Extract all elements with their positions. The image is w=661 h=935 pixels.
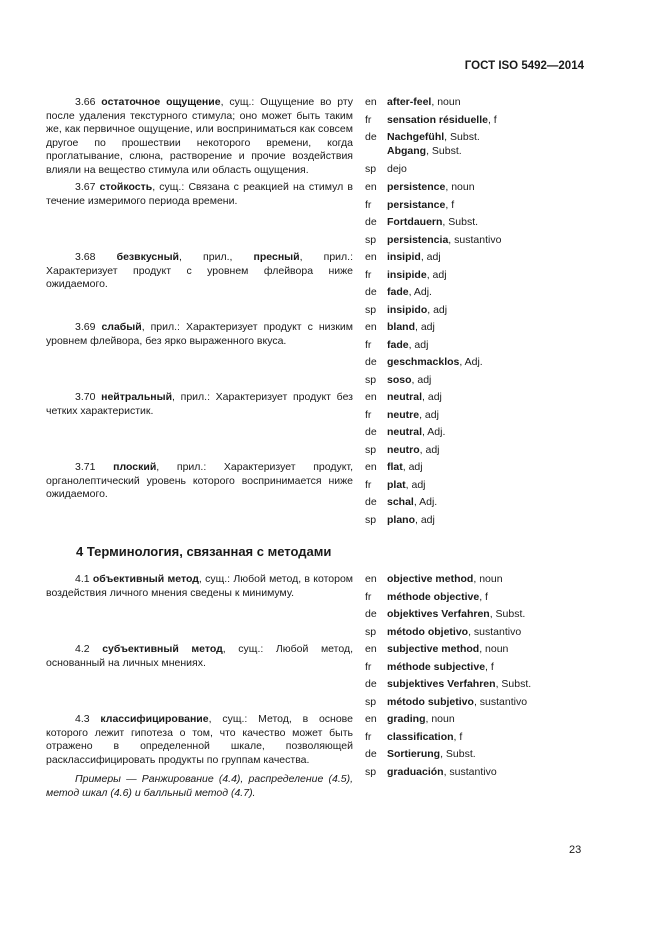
part-of-speech: , adj [419, 408, 439, 421]
part-of-speech: , f [479, 590, 488, 603]
translated-term: insipido [387, 303, 428, 316]
part-of-speech: , Subst. [426, 144, 462, 157]
translated-term: méthode subjective [387, 660, 486, 673]
language-code: en [365, 181, 377, 193]
translation-row-de [365, 356, 595, 370]
part-of-speech: , Adj. [422, 426, 446, 439]
entry-number: 3.70 [75, 391, 96, 403]
part-of-speech: , adj [411, 373, 432, 386]
translated-term: classification [387, 730, 454, 743]
language-code: de [365, 748, 377, 761]
part-of-speech: , adj [426, 268, 447, 281]
part-of-speech: , Subst. [444, 131, 480, 144]
term-entry-3-66 [46, 96, 353, 177]
translation-row-sp [365, 514, 595, 528]
entry-definition: , сущ.: Метод, в основе которого лежит гипотеза о том, что качество может быть отражено в определенной шкале, позволяющей расклассифицировать продукты по группам качества. [46, 713, 353, 766]
part-of-speech: , Subst. [442, 216, 479, 229]
part-of-speech: , adj [402, 461, 423, 473]
translated-term: geschmacklos [387, 356, 460, 369]
part-of-speech: , Adj. [413, 496, 438, 509]
entry-definition: , прил.: Характеризует продукт с низким уровнем флейвора, без ярко выраженного вкуса. [46, 321, 353, 347]
translation-row-sp [365, 626, 595, 640]
entry-definition: , сущ.: Связана с реакцией на стимул в течение измеримого периода времени. [46, 181, 354, 207]
translation-row-en [365, 391, 595, 405]
translated-term: neutral [387, 391, 423, 403]
part-of-speech: dejo [387, 162, 407, 175]
translated-term: plano [387, 513, 415, 526]
language-code: sp [365, 765, 377, 778]
language-code: de [365, 131, 377, 144]
term-entry-3-70 [46, 391, 353, 418]
language-code: sp [365, 513, 377, 526]
language-code: de [365, 426, 377, 439]
translation-row-en [365, 461, 595, 475]
part-of-speech: , f [485, 660, 494, 673]
language-code: sp [365, 233, 377, 246]
translated-term: schal [387, 496, 414, 509]
term-entry-4-1 [46, 573, 353, 600]
part-of-speech: , adj [408, 338, 429, 351]
entry-term: остаточное ощущение [101, 96, 221, 108]
part-of-speech: , Subst. [489, 608, 526, 621]
translated-term: objective method [387, 573, 474, 585]
language-code: de [365, 678, 377, 691]
language-code: de [365, 608, 377, 621]
language-code: sp [365, 303, 377, 316]
part-of-speech: , Adj. [408, 286, 432, 299]
translated-term-synonym: Abgang [387, 144, 427, 157]
translation-row-sp [365, 766, 595, 780]
part-of-speech: , noun [445, 181, 475, 193]
part-of-speech: , sustantivo [468, 625, 522, 638]
language-code: de [365, 496, 377, 509]
part-of-speech: , Subst. [495, 678, 532, 691]
language-code: fr [365, 590, 372, 603]
part-of-speech: , sustantivo [448, 233, 502, 246]
translation-row-en [365, 713, 595, 727]
translated-term: persistencia [387, 233, 449, 246]
language-code: de [365, 286, 377, 299]
term-entry-4-3 [46, 713, 353, 800]
language-code: en [365, 461, 377, 473]
entry-number: 4.2 [75, 643, 90, 655]
part-of-speech: , noun [425, 713, 455, 725]
entry-definition: , сущ.: Ощущение во рту после удаления текстурного стимула; оно может быть таким же, как первичное ощущение, или восприниматься как совсем другое по прошествии некоторого времени, когда проглатывание, слюна, растворение и прочие воздействия влияли на вещество стимула или область ощущения. [46, 96, 354, 176]
translated-term: Sortierung [387, 748, 441, 761]
part-of-speech: , adj [420, 251, 441, 263]
translation-row-fr [365, 114, 595, 128]
translated-term: persistence [387, 181, 446, 193]
document-standard-header: ГОСТ ISO 5492—2014 [464, 60, 584, 72]
translation-row-en [365, 573, 595, 587]
entry-term-synonym: пресный [253, 251, 300, 263]
translated-term: fade [387, 286, 409, 299]
translated-term: Nachgefühl [387, 131, 445, 144]
entry-definition: , прил.: Характеризует продукт, органолептический уровень которого воспринимается ниже ожидаемого. [46, 461, 353, 500]
translation-row-sp [365, 234, 595, 248]
entry-definition: , прил.: Характеризует продукт без четких характеристик. [46, 391, 353, 417]
translated-term: método subjetivo [387, 695, 474, 708]
translation-row-de [365, 678, 595, 692]
translation-row-de [365, 748, 595, 762]
translated-term: Fortdauern [387, 216, 443, 229]
translation-row-fr [365, 661, 595, 675]
language-code: fr [365, 660, 372, 673]
language-code: en [365, 573, 377, 585]
entry-number: 3.67 [75, 181, 96, 193]
translation-row-de [365, 608, 595, 622]
part-of-speech: , Adj. [459, 356, 483, 369]
part-of-speech: , f [445, 198, 455, 211]
translated-term: grading [387, 713, 426, 725]
part-of-speech: , f [487, 113, 497, 126]
part-of-speech: , adj [419, 443, 440, 456]
language-code: de [365, 356, 377, 369]
part-of-speech: , Subst. [440, 748, 476, 761]
part-of-speech: , noun [473, 573, 503, 585]
translated-term: neutro [387, 443, 420, 456]
translation-row-en [365, 643, 595, 657]
entry-part-of-speech: , прил., [179, 251, 254, 263]
section-heading: 4 Терминология, связанная с методами [76, 544, 332, 559]
language-code: fr [365, 338, 372, 351]
translation-row-fr [365, 479, 595, 493]
translation-row-fr [365, 199, 595, 213]
language-code: fr [365, 408, 372, 421]
language-code: fr [365, 478, 372, 491]
term-entry-3-69 [46, 321, 353, 348]
entry-definition: , сущ.: Любой метод, в котором воздействия личного мнения сведены к минимуму. [46, 573, 354, 599]
language-code: sp [365, 443, 377, 456]
translation-row-fr [365, 339, 595, 353]
translated-term: objektives Verfahren [387, 608, 490, 621]
part-of-speech: , f [453, 730, 463, 743]
term-entry-3-67 [46, 181, 353, 208]
translated-term: after-feel [387, 96, 432, 108]
translation-row-de [365, 216, 595, 230]
language-code: en [365, 96, 377, 108]
translation-row-fr [365, 269, 595, 283]
translation-row-fr [365, 731, 595, 745]
translated-term: plat [387, 478, 406, 491]
translated-term: neutre [387, 408, 420, 421]
language-code: sp [365, 695, 377, 708]
part-of-speech: , adj [427, 303, 448, 316]
part-of-speech: , noun [431, 96, 461, 108]
entry-term: объективный метод [92, 573, 199, 585]
translated-term: sensation résiduelle [387, 113, 488, 126]
entry-term: нейтральный [101, 391, 173, 403]
language-code: fr [365, 198, 372, 211]
language-code: sp [365, 373, 377, 386]
term-entry-4-2 [46, 643, 353, 670]
translation-row-de [365, 286, 595, 300]
entry-number: 3.69 [75, 321, 96, 333]
part-of-speech: , sustantivo [443, 765, 497, 778]
language-code: sp [365, 162, 377, 175]
translation-row-en [365, 181, 595, 195]
translation-row-de [365, 426, 595, 440]
part-of-speech: , adj [415, 321, 435, 333]
translated-term: insipid [387, 251, 421, 263]
translation-row-sp [365, 163, 595, 177]
translation-row-sp [365, 444, 595, 458]
language-code: fr [365, 113, 372, 126]
translated-term: método objetivo [387, 625, 469, 638]
translated-term: neutral [387, 426, 423, 439]
entry-term: стойкость [99, 181, 153, 193]
language-code: sp [365, 625, 377, 638]
language-code: en [365, 251, 377, 263]
translation-synonym-line [365, 145, 595, 159]
translation-row-de [365, 131, 595, 158]
entry-number: 4.1 [75, 573, 90, 585]
translation-row-sp [365, 696, 595, 710]
entry-number: 3.71 [75, 461, 96, 473]
language-code: en [365, 391, 377, 403]
entry-term: безвкусный [116, 251, 180, 263]
page-number: 23 [569, 844, 582, 856]
term-entry-3-71 [46, 461, 353, 502]
language-code: fr [365, 268, 372, 281]
part-of-speech: , adj [405, 478, 426, 491]
entry-number: 3.66 [75, 96, 96, 108]
language-code: en [365, 713, 377, 725]
entry-term: плоский [113, 461, 157, 473]
part-of-speech: , adj [415, 513, 435, 526]
entry-number: 3.68 [75, 251, 96, 263]
translated-term: méthode objective [387, 590, 480, 603]
entry-term: субъективный метод [102, 643, 223, 655]
entry-definition: , сущ.: Любой метод, основанный на личных мнениях. [46, 643, 353, 669]
translation-row-fr [365, 409, 595, 423]
part-of-speech: , sustantivo [473, 695, 528, 708]
translation-row-sp [365, 374, 595, 388]
translated-term: persistance [387, 198, 446, 211]
entry-number: 4.3 [75, 713, 90, 725]
translated-term: flat [387, 461, 403, 473]
term-entry-3-68 [46, 251, 353, 292]
entry-term: слабый [101, 321, 142, 333]
translation-row-en [365, 321, 595, 335]
entry-definition: , прил.: Характеризует продукт с уровнем флейвора ниже ожидаемого. [46, 251, 354, 290]
translated-term: graduación [387, 765, 444, 778]
language-code: fr [365, 730, 372, 743]
translation-row-en [365, 251, 595, 265]
translation-row-sp [365, 304, 595, 318]
translated-term: insipide [387, 268, 427, 281]
translation-row-fr [365, 591, 595, 605]
part-of-speech: , noun [479, 643, 509, 655]
translated-term: subjective method [387, 643, 480, 655]
translated-term: subjektives Verfahren [387, 678, 496, 691]
part-of-speech: , adj [422, 391, 442, 403]
translated-term: soso [387, 373, 412, 386]
entry-example-note: Примеры — Ранжирование (4.4), распределение (4.5), метод шкал (4.6) и балльный метод (4.7). [46, 773, 353, 799]
translation-row-de [365, 496, 595, 510]
language-code: en [365, 643, 377, 655]
language-code: de [365, 216, 377, 229]
entry-term: классифицирование [100, 713, 209, 725]
language-code: en [365, 321, 377, 333]
translated-term: fade [387, 338, 409, 351]
translation-row-en [365, 96, 595, 110]
translated-term: bland [387, 321, 415, 333]
